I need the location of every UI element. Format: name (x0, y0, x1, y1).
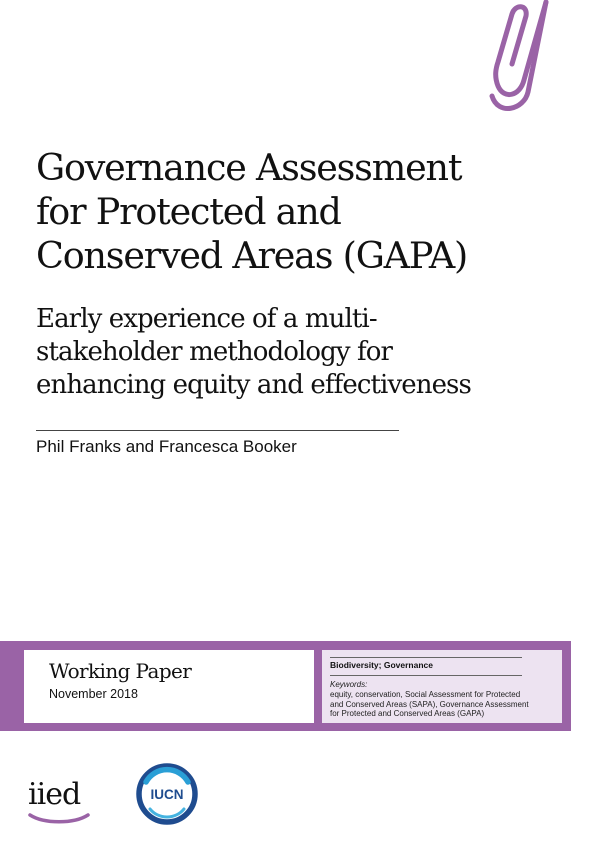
subtitle-line: enhancing equity and effectiveness (36, 370, 471, 400)
title-divider (36, 430, 399, 431)
title-line: Governance Assessment (36, 146, 462, 189)
report-title (36, 146, 556, 278)
keywords-divider-top (330, 657, 522, 658)
iied-wordmark: iied (28, 777, 81, 812)
keywords-label: Keywords: (330, 680, 368, 689)
iied-swoosh-icon (28, 812, 90, 826)
series-date: November 2018 (49, 687, 138, 701)
keywords-text (330, 690, 555, 719)
title-line: Conserved Areas (GAPA) (36, 234, 468, 277)
subtitle-line: stakeholder methodology for (36, 337, 393, 367)
subtitle-line: Early experience of a multi- (36, 304, 377, 334)
iucn-logo (136, 763, 198, 825)
iied-logo (28, 778, 94, 830)
keywords-divider (330, 675, 522, 676)
keywords-category: Biodiversity; Governance (330, 660, 433, 670)
authors: Phil Franks and Francesca Booker (36, 437, 297, 456)
iucn-wordmark: IUCN (150, 787, 184, 802)
report-subtitle (36, 303, 576, 402)
keywords-line: and Conserved Areas (SAPA), Governance Assessment (330, 699, 529, 709)
title-line: for Protected and (36, 190, 341, 233)
keywords-line: for Protected and Conserved Areas (GAPA) (330, 709, 485, 719)
keywords-line: equity, conservation, Social Assessment for Protected (330, 690, 521, 699)
series-name: Working Paper (49, 659, 192, 683)
paperclip-icon (488, 0, 558, 118)
